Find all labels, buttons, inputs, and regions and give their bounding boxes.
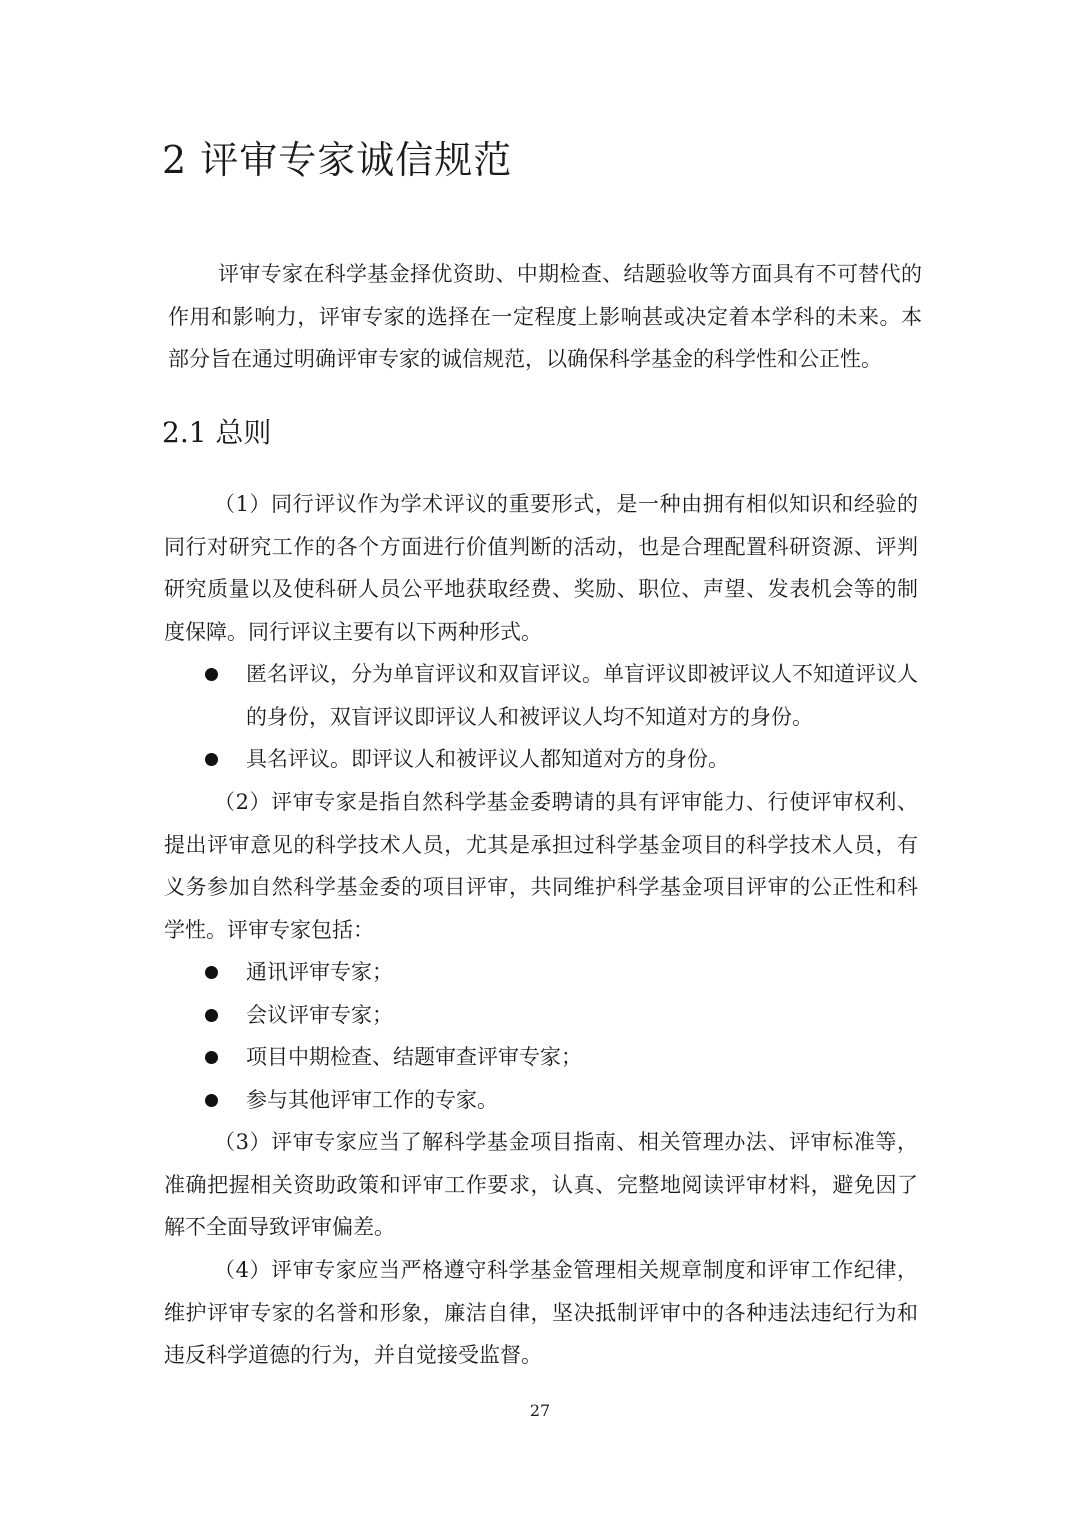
list-item-text: 项目中期检查、结题审查评审专家； <box>246 1045 582 1069</box>
bullet-icon <box>205 1051 218 1064</box>
list-item <box>205 994 918 1037</box>
section-title: 2.1 总则 <box>162 416 272 449</box>
list-item <box>205 951 918 994</box>
paragraph-2: （2）评审专家是指自然科学基金委聘请的具有评审能力、行使评审权利、提出评审意见的科学技术人员，尤其是承担过科学基金项目的科学技术人员，有义务参加自然科学基金委的项目评审，共同维护科学基金项目评审的公正性和科学性。评审专家包括： <box>164 790 918 942</box>
bullet-icon <box>205 668 218 681</box>
list-item <box>205 1079 918 1122</box>
paragraph-4: （4）评审专家应当严格遵守科学基金管理相关规章制度和评审工作纪律，维护评审专家的名誉和形象，廉洁自律，坚决抵制评审中的各种违法违纪行为和违反科学道德的行为，并自觉接受监督。 <box>164 1258 918 1367</box>
paragraph-1: （1）同行评议作为学术评议的重要形式，是一种由拥有相似知识和经验的同行对研究工作的各个方面进行价值判断的活动，也是合理配置科研资源、评判研究质量以及使科研人员公平地获取经费、奖励、职位、声望、发表机会等的制度保障。同行评议主要有以下两种形式。 <box>164 492 918 644</box>
paragraph-3: （3）评审专家应当了解科学基金项目指南、相关管理办法、评审标准等，准确把握相关资助政策和评审工作要求，认真、完整地阅读评审材料，避免因了解不全面导致评审偏差。 <box>164 1130 918 1239</box>
page-number: 27 <box>529 1401 551 1420</box>
list-item-text: 通讯评审专家； <box>246 960 393 984</box>
list-item-text: 具名评议。即评议人和被评议人都知道对方的身份。 <box>246 747 729 771</box>
list-item <box>205 738 918 781</box>
list-item <box>205 1036 918 1079</box>
intro-paragraph: 评审专家在科学基金择优资助、中期检查、结题验收等方面具有不可替代的作用和影响力，评审专家的选择在一定程度上影响甚或决定着本学科的未来。本部分旨在通过明确评审专家的诚信规范，以确保科学基金的科学性和公正性。 <box>168 262 922 371</box>
list-item-text: 参与其他评审工作的专家。 <box>246 1088 498 1112</box>
bullet-icon <box>205 966 218 979</box>
list-item <box>205 653 918 738</box>
bullet-icon <box>205 753 218 766</box>
bullet-icon <box>205 1009 218 1022</box>
chapter-title: 2 评审专家诚信规范 <box>162 138 513 182</box>
bullet-icon <box>205 1094 218 1107</box>
list-item-text: 会议评审专家； <box>246 1003 393 1027</box>
list-item-text: 匿名评议，分为单盲评议和双盲评议。单盲评议即被评议人不知道评议人的身份，双盲评议即评议人和被评议人均不知道对方的身份。 <box>246 662 918 729</box>
